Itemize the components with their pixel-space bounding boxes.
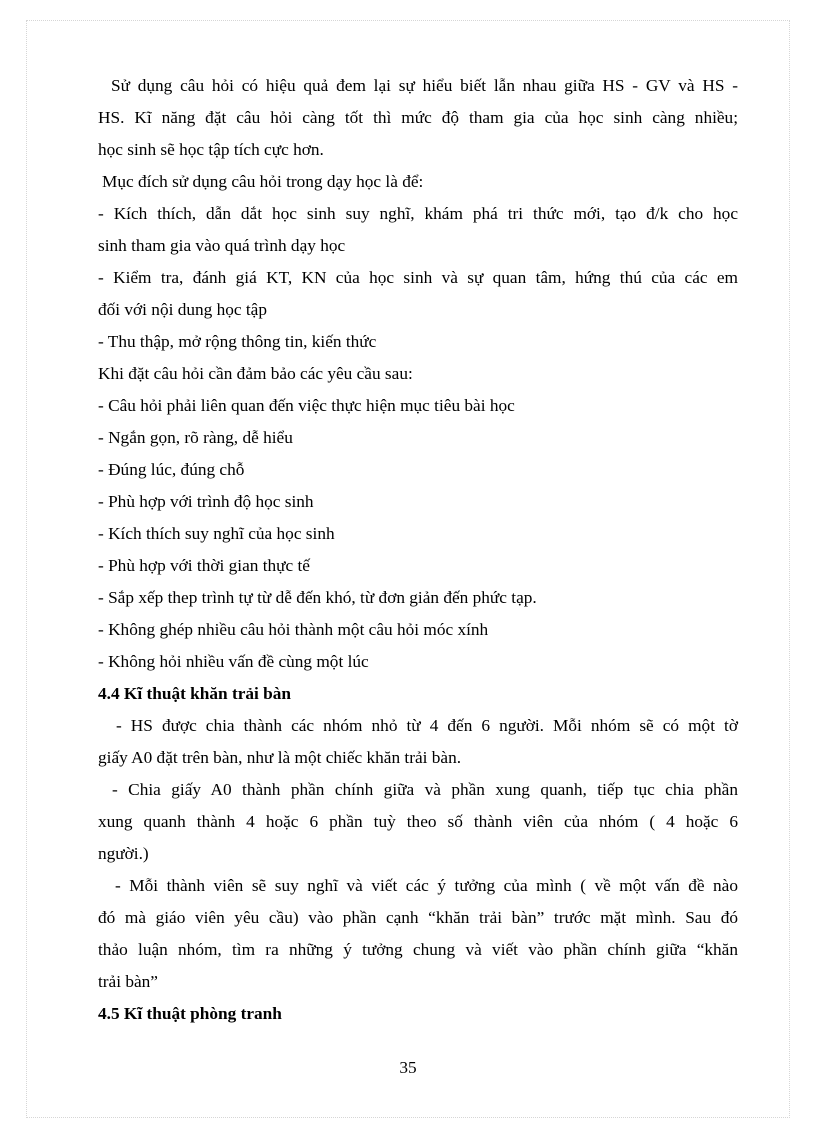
list-item: - Sắp xếp thep trình tự từ dễ đến khó, từ đơn giản đến phức tạp.: [98, 588, 537, 607]
list-item-continuation: giấy A0 đặt trên bàn, như là một chiếc khăn trải bàn.: [98, 748, 462, 767]
section-heading: 4.5 Kĩ thuật phòng tranh: [98, 1004, 282, 1023]
page-number: 35: [399, 1058, 417, 1077]
paragraph-line: học sinh sẽ học tập tích cực hơn.: [98, 140, 324, 159]
list-item-continuation: thảo luận nhóm, tìm ra những ý tưởng chung và viết vào phần chính giữa “khăn: [98, 940, 738, 959]
list-item: - Đúng lúc, đúng chỗ: [98, 460, 245, 479]
list-item-continuation: sinh tham gia vào quá trình dạy học: [98, 236, 346, 255]
list-item: - Câu hỏi phải liên quan đến việc thực hiện mục tiêu bài học: [98, 396, 515, 415]
list-item: - Chia giấy A0 thành phần chính giữa và phần xung quanh, tiếp tục chia phần: [112, 780, 738, 799]
list-item: - Kích thích, dẫn dắt học sinh suy nghĩ, khám phá tri thức mới, tạo đ/k cho học: [98, 204, 738, 223]
paragraph-line: HS. Kĩ năng đặt câu hỏi càng tốt thì mức độ tham gia của học sinh càng nhiều;: [98, 108, 738, 127]
list-item-continuation: đối với nội dung học tập: [98, 300, 267, 319]
list-item: - Phù hợp với trình độ học sinh: [98, 492, 314, 511]
list-item-continuation: người.): [98, 844, 149, 863]
purpose-intro: Mục đích sử dụng câu hỏi trong dạy học là để:: [102, 172, 424, 191]
paragraph-line: Sử dụng câu hỏi có hiệu quả đem lại sự hiểu biết lẫn nhau giữa HS - GV và HS -: [111, 76, 738, 95]
list-item-continuation: trải bàn”: [98, 972, 158, 991]
list-item: - Không hỏi nhiều vấn đề cùng một lúc: [98, 652, 369, 671]
list-item-continuation: xung quanh thành 4 hoặc 6 phần tuỳ theo số thành viên của nhóm ( 4 hoặc 6: [98, 812, 738, 831]
list-item: - Mỗi thành viên sẽ suy nghĩ và viết các ý tưởng của mình ( về một vấn đề nào: [115, 876, 738, 895]
section-heading: 4.4 Kĩ thuật khăn trải bàn: [98, 684, 292, 703]
list-item: - Kích thích suy nghĩ của học sinh: [98, 524, 335, 543]
list-item-continuation: đó mà giáo viên yêu cầu) vào phần cạnh “khăn trải bàn” trước mặt mình. Sau đó: [98, 908, 738, 927]
requirements-intro: Khi đặt câu hỏi cần đảm bảo các yêu cầu sau:: [98, 364, 413, 383]
list-item: - Ngắn gọn, rõ ràng, dễ hiểu: [98, 428, 293, 447]
list-item: - Phù hợp với thời gian thực tế: [98, 556, 310, 575]
list-item: - HS được chia thành các nhóm nhỏ từ 4 đến 6 người. Mỗi nhóm sẽ có một tờ: [116, 716, 738, 735]
list-item: - Thu thập, mở rộng thông tin, kiến thức: [98, 332, 377, 351]
list-item: - Không ghép nhiều câu hỏi thành một câu hỏi móc xính: [98, 620, 489, 639]
list-item: - Kiểm tra, đánh giá KT, KN của học sinh và sự quan tâm, hứng thú của các em: [98, 268, 738, 287]
